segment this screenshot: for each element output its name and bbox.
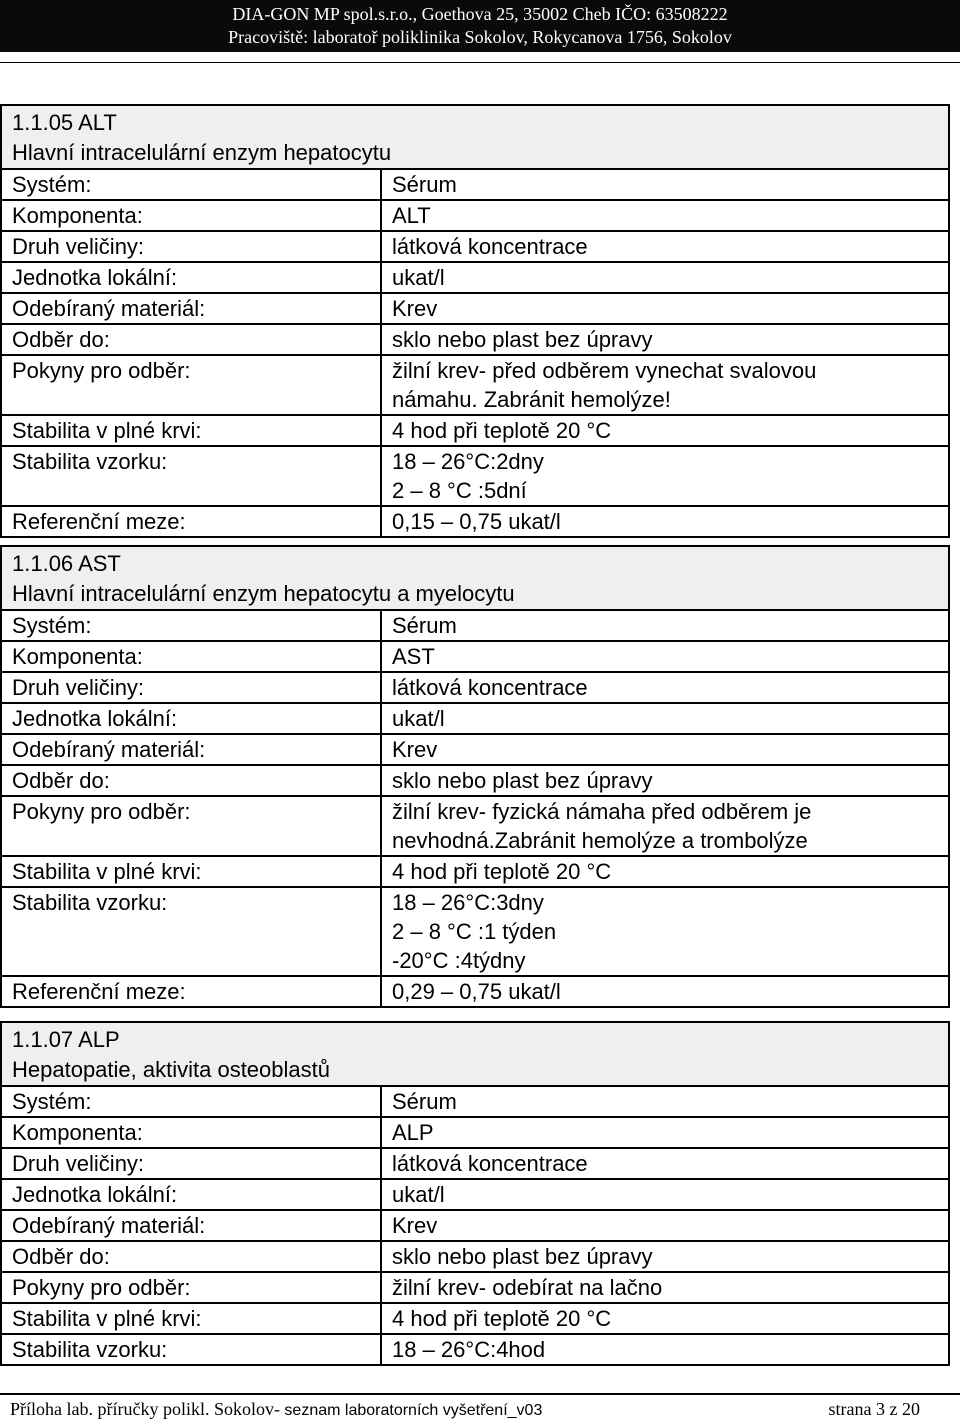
- test-code: 1.1.05 ALT: [12, 110, 117, 135]
- parameter-row: [2, 855, 948, 886]
- parameter-value: [382, 1087, 948, 1116]
- value-line: sklo nebo plast bez úpravy: [392, 1244, 653, 1269]
- parameter-row: [2, 1209, 948, 1240]
- parameter-label: Jednotka lokální:: [2, 1180, 382, 1209]
- parameter-value: [382, 673, 948, 702]
- parameter-value: [382, 704, 948, 733]
- parameter-value: [382, 170, 948, 199]
- parameter-value: [382, 1211, 948, 1240]
- test-section-alt: [0, 104, 950, 538]
- parameter-value: [382, 1273, 948, 1302]
- parameter-row: [2, 230, 948, 261]
- value-line: ALT: [392, 203, 431, 228]
- value-line: 4 hod při teplotě 20 °C: [392, 418, 612, 443]
- header-workplace: Pracoviště: laboratoř poliklinika Sokolov, Rokycanova 1756, Sokolov: [228, 27, 732, 47]
- value-line: ukat/l: [392, 706, 445, 731]
- parameter-label: Referenční meze:: [2, 977, 382, 1006]
- parameter-row: [2, 261, 948, 292]
- parameter-label: Pokyny pro odběr:: [2, 1273, 382, 1302]
- parameter-row: [2, 323, 948, 354]
- value-line: 18 – 26°C:3dny: [392, 890, 544, 915]
- parameter-value: [382, 611, 948, 640]
- value-line: 0,29 – 0,75 ukat/l: [392, 979, 561, 1004]
- section-heading: [2, 547, 948, 611]
- parameter-row: [2, 505, 948, 536]
- parameter-row: [2, 611, 948, 640]
- parameter-label: Druh veličiny:: [2, 232, 382, 261]
- parameter-row: [2, 1178, 948, 1209]
- parameter-value: [382, 1304, 948, 1333]
- value-line: 2 – 8 °C :5dní: [392, 478, 527, 503]
- test-code: 1.1.06 AST: [12, 551, 121, 576]
- parameter-value: [382, 1149, 948, 1178]
- parameter-label: Systém:: [2, 611, 382, 640]
- parameter-label: Stabilita vzorku:: [2, 888, 382, 975]
- value-line: sklo nebo plast bez úpravy: [392, 768, 653, 793]
- test-title: Hepatopatie, aktivita osteoblastů: [12, 1057, 330, 1082]
- page-footer: [10, 1399, 920, 1420]
- parameter-row: [2, 1302, 948, 1333]
- parameter-value: [382, 325, 948, 354]
- parameter-row: [2, 445, 948, 505]
- parameter-row: [2, 170, 948, 199]
- parameter-row: [2, 795, 948, 855]
- value-line: 4 hod při teplotě 20 °C: [392, 859, 612, 884]
- value-line: žilní krev- před odběrem vynechat svalovou: [392, 358, 817, 383]
- value-line: 18 – 26°C:2dny: [392, 449, 544, 474]
- parameter-row: [2, 1116, 948, 1147]
- parameter-value: [382, 201, 948, 230]
- parameter-label: Stabilita v plné krvi:: [2, 857, 382, 886]
- value-line: ukat/l: [392, 265, 445, 290]
- parameter-value: [382, 735, 948, 764]
- parameter-label: Stabilita vzorku:: [2, 447, 382, 505]
- parameter-table: [2, 1087, 948, 1364]
- value-line: AST: [392, 644, 435, 669]
- parameter-label: Odběr do:: [2, 766, 382, 795]
- parameter-table: [2, 611, 948, 1006]
- parameter-label: Komponenta:: [2, 1118, 382, 1147]
- value-line: 18 – 26°C:4hod: [392, 1337, 546, 1362]
- parameter-row: [2, 764, 948, 795]
- parameter-row: [2, 354, 948, 414]
- parameter-row: [2, 702, 948, 733]
- parameter-value: [382, 1335, 948, 1364]
- parameter-row: [2, 414, 948, 445]
- section-heading: [2, 106, 948, 170]
- parameter-value: [382, 1180, 948, 1209]
- value-line: 0,15 – 0,75 ukat/l: [392, 509, 561, 534]
- parameter-row: [2, 1240, 948, 1271]
- parameter-label: Odebíraný materiál:: [2, 294, 382, 323]
- value-line: sklo nebo plast bez úpravy: [392, 327, 653, 352]
- test-section-alp: [0, 1021, 950, 1366]
- value-line: látková koncentrace: [392, 675, 588, 700]
- parameter-row: [2, 671, 948, 702]
- parameter-value: [382, 232, 948, 261]
- document-header: [0, 0, 960, 52]
- parameter-label: Komponenta:: [2, 201, 382, 230]
- parameter-label: Druh veličiny:: [2, 673, 382, 702]
- parameter-value: [382, 888, 948, 975]
- parameter-value: [382, 642, 948, 671]
- parameter-value: [382, 977, 948, 1006]
- parameter-value: [382, 1118, 948, 1147]
- parameter-value: [382, 356, 948, 414]
- value-line: ukat/l: [392, 1182, 445, 1207]
- parameter-label: Referenční meze:: [2, 507, 382, 536]
- parameter-row: [2, 1087, 948, 1116]
- value-line: Sérum: [392, 172, 457, 197]
- parameter-value: [382, 263, 948, 292]
- parameter-label: Stabilita vzorku:: [2, 1335, 382, 1364]
- parameter-table: [2, 170, 948, 536]
- parameter-label: Systém:: [2, 1087, 382, 1116]
- parameter-label: Stabilita v plné krvi:: [2, 416, 382, 445]
- test-title: Hlavní intracelulární enzym hepatocytu a myelocytu: [12, 581, 515, 606]
- value-line: 2 – 8 °C :1 týden: [392, 919, 557, 944]
- parameter-label: Stabilita v plné krvi:: [2, 1304, 382, 1333]
- value-line: námahu. Zabránit hemolýze!: [392, 387, 671, 412]
- parameter-label: Pokyny pro odběr:: [2, 797, 382, 855]
- section-heading: [2, 1023, 948, 1087]
- parameter-row: [2, 640, 948, 671]
- footer-page-number: strana 3 z 20: [828, 1399, 920, 1419]
- parameter-label: Odebíraný materiál:: [2, 1211, 382, 1240]
- parameter-label: Komponenta:: [2, 642, 382, 671]
- parameter-label: Odběr do:: [2, 1242, 382, 1271]
- value-line: žilní krev- fyzická námaha před odběrem je: [392, 799, 812, 824]
- parameter-row: [2, 199, 948, 230]
- parameter-label: Odebíraný materiál:: [2, 735, 382, 764]
- parameter-row: [2, 975, 948, 1006]
- value-line: Sérum: [392, 613, 457, 638]
- value-line: ALP: [392, 1120, 434, 1145]
- parameter-value: [382, 797, 948, 855]
- parameter-row: [2, 733, 948, 764]
- parameter-label: Systém:: [2, 170, 382, 199]
- parameter-value: [382, 766, 948, 795]
- value-line: látková koncentrace: [392, 1151, 588, 1176]
- parameter-row: [2, 1147, 948, 1178]
- parameter-value: [382, 294, 948, 323]
- header-divider: [0, 62, 960, 63]
- parameter-value: [382, 447, 948, 505]
- parameter-row: [2, 1271, 948, 1302]
- value-line: látková koncentrace: [392, 234, 588, 259]
- value-line: Krev: [392, 296, 438, 321]
- value-line: Sérum: [392, 1089, 457, 1114]
- parameter-value: [382, 857, 948, 886]
- parameter-value: [382, 507, 948, 536]
- parameter-row: [2, 292, 948, 323]
- parameter-label: Odběr do:: [2, 325, 382, 354]
- value-line: nevhodná.Zabránit hemolýze a trombolýze: [392, 828, 808, 853]
- value-line: -20°C :4týdny: [392, 948, 526, 973]
- value-line: Krev: [392, 737, 438, 762]
- parameter-value: [382, 1242, 948, 1271]
- value-line: 4 hod při teplotě 20 °C: [392, 1306, 612, 1331]
- parameter-label: Druh veličiny:: [2, 1149, 382, 1178]
- parameter-row: [2, 1333, 948, 1364]
- header-company: DIA-GON MP spol.s.r.o., Goethova 25, 35002 Cheb IČO: 63508222: [232, 4, 728, 24]
- parameter-label: Pokyny pro odběr:: [2, 356, 382, 414]
- parameter-value: [382, 416, 948, 445]
- parameter-label: Jednotka lokální:: [2, 263, 382, 292]
- footer-divider: [0, 1393, 960, 1395]
- value-line: Krev: [392, 1213, 438, 1238]
- test-code: 1.1.07 ALP: [12, 1027, 120, 1052]
- footer-document-name: Příloha lab. příručky polikl. Sokolov- seznam laboratorních vyšetření_v03: [10, 1399, 543, 1419]
- test-section-ast: [0, 545, 950, 1008]
- parameter-label: Jednotka lokální:: [2, 704, 382, 733]
- test-title: Hlavní intracelulární enzym hepatocytu: [12, 140, 392, 165]
- value-line: žilní krev- odebírat na lačno: [392, 1275, 663, 1300]
- parameter-row: [2, 886, 948, 975]
